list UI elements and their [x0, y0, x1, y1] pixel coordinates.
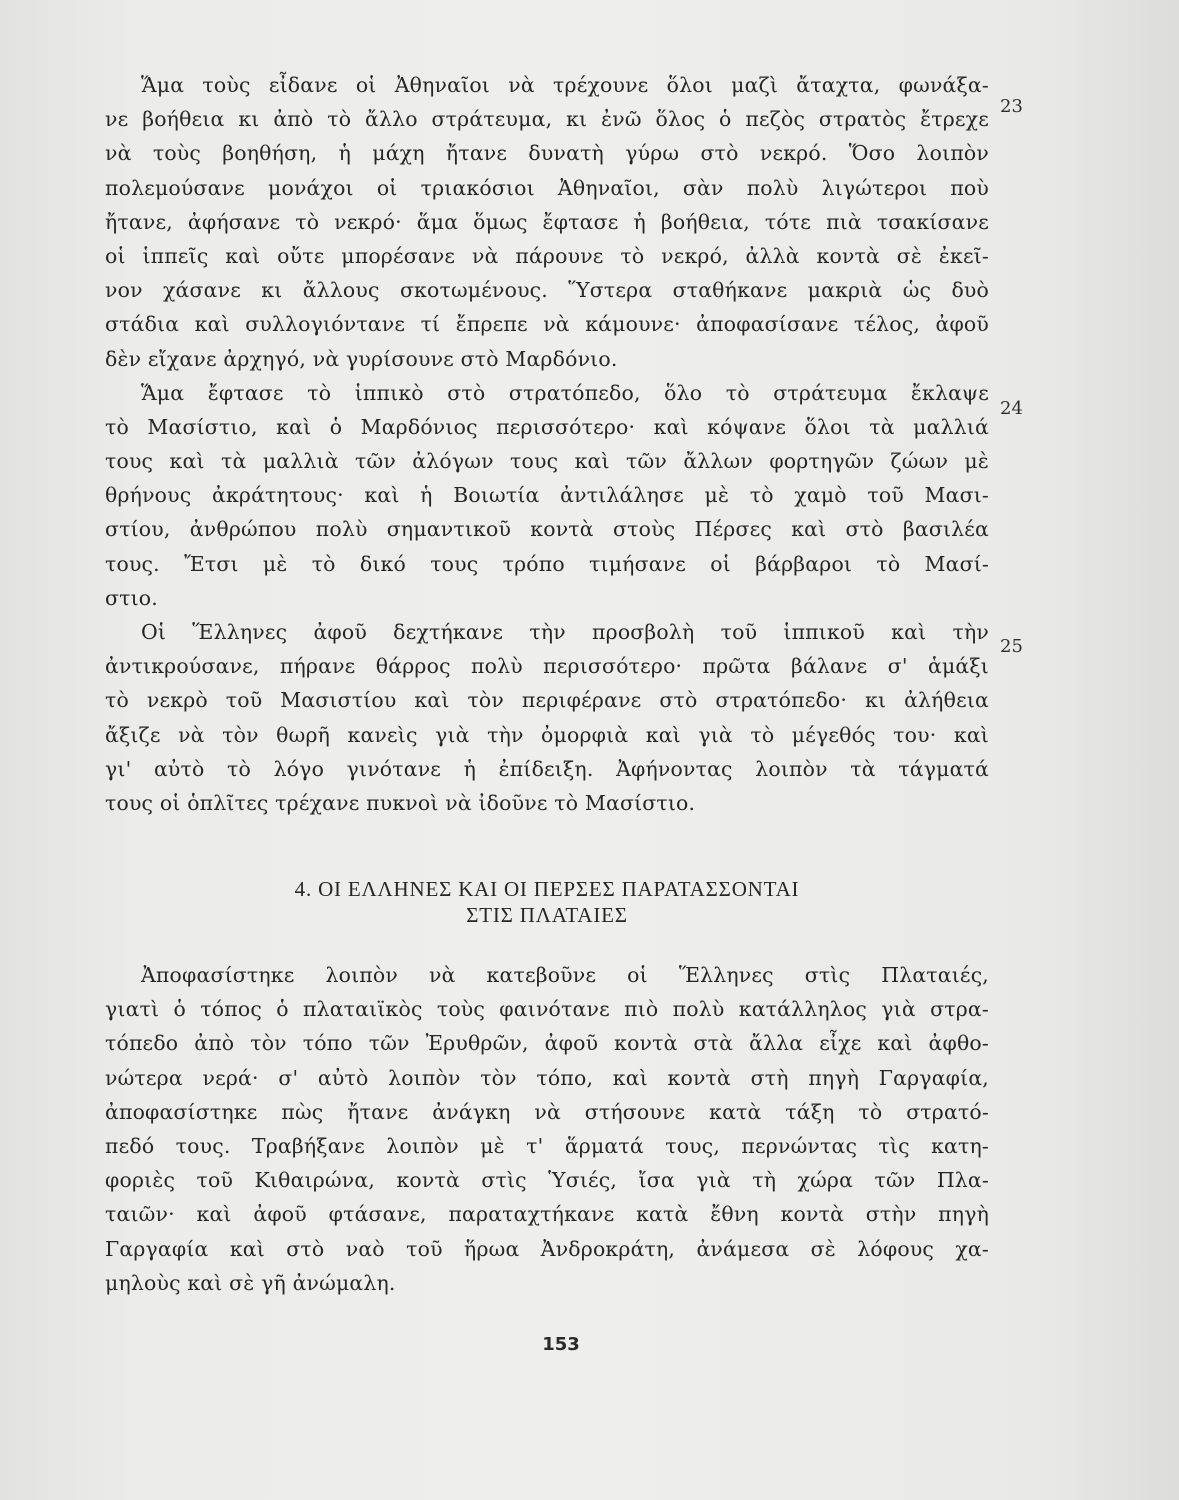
text-line: θρήνους ἀκράτητους· καὶ ἡ Βοιωτία ἀντιλάλησε μὲ τὸ χαμὸ τοῦ Μασι-	[105, 483, 989, 508]
text-line: νώτερα νερά· σ' αὐτὸ λοιπὸν τὸν τόπο, καὶ κοντὰ στὴ πηγὴ Γαργαφία,	[105, 1065, 989, 1090]
text-line: δὲν εἴχανε ἀρχηγό, νὰ γυρίσουνε στὸ Μαρδόνιο.	[105, 346, 618, 371]
heading-line: ΣΤΙΣ ΠΛΑΤΑΙΕΣ	[466, 903, 628, 927]
section-heading	[105, 876, 989, 928]
text-line: ἀντικρούσανε, πήρανε θάρρος πολὺ περισσότερο· πρῶτα βάλανε σ' ἁμάξι	[105, 654, 989, 679]
text-line: ἀποφασίστηκε πὼς ἤτανε ἀνάγκη νὰ στήσουνε κατὰ τάξη τὸ στρατό-	[105, 1099, 989, 1124]
text-line: γι' αὐτὸ τὸ λόγο γινότανε ἡ ἐπίδειξη. Ἀφήνοντας λοιπὸν τὰ τάγματά	[105, 756, 989, 781]
text-line: πολεμούσανε μονάχοι οἱ τριακόσιοι Ἀθηναῖοι, σὰν πολὺ λιγώτεροι ποὺ	[105, 175, 989, 200]
text-line: τὸ νεκρὸ τοῦ Μασιστίου καὶ τὸν περιφέρανε στὸ στρατόπεδο· κι ἀλήθεια	[105, 688, 989, 713]
page-number: 153	[542, 1334, 580, 1355]
heading-line: 4. ΟΙ ΕΛΛΗΝΕΣ ΚΑΙ ΟΙ ΠΕΡΣΕΣ ΠΑΡΑΤΑΣΣΟΝΤΑΙ	[294, 877, 800, 901]
text-line: τους καὶ τὰ μαλλιὰ τῶν ἀλόγων τους καὶ τῶν ἄλλων φορτηγῶν ζώων μὲ	[105, 449, 989, 474]
text-line: Οἱ Ἕλληνες ἀφοῦ δεχτήκανε τὴν προσβολὴ τοῦ ἱππικοῦ καὶ τὴν	[141, 620, 989, 644]
margin-number: 23	[1000, 96, 1023, 117]
text-line: Ἀποφασίστηκε λοιπὸν νὰ κατεβοῦνε οἱ Ἕλληνες στὶς Πλαταιές,	[141, 963, 989, 987]
text-line: νον χάσανε κι ἄλλους σκοτωμένους. Ὕστερα σταθήκανε μακριὰ ὡς δυὸ	[105, 278, 989, 303]
margin-number: 25	[1000, 636, 1023, 657]
text-line: στιο.	[105, 585, 158, 610]
text-line: Ἅμα ἔφτασε τὸ ἱππικὸ στὸ στρατόπεδο, ὅλο τὸ στράτευμα ἔκλαψε	[141, 380, 989, 405]
text-line: Γαργαφία καὶ στὸ ναὸ τοῦ ἥρωα Ἀνδροκράτη, ἀνάμεσα σὲ λόφους χα-	[105, 1236, 989, 1261]
body-text	[105, 68, 989, 820]
text-line: τους. Ἔτσι μὲ τὸ δικό τους τρόπο τιμήσανε οἱ βάρβαροι τὸ Μασί-	[105, 551, 989, 576]
text-line: στίου, ἀνθρώπου πολὺ σημαντικοῦ κοντὰ στοὺς Πέρσες καὶ στὸ βασιλέα	[105, 517, 989, 542]
text-line: οἱ ἱππεῖς καὶ οὔτε μπορέσανε νὰ πάρουνε τὸ νεκρό, ἀλλὰ κοντὰ σὲ ἐκεῖ-	[105, 243, 989, 268]
text-line: τόπεδο ἀπὸ τὸν τόπο τῶν Ἐρυθρῶν, ἀφοῦ κοντὰ στὰ ἄλλα εἶχε καὶ ἀφθο-	[105, 1031, 989, 1056]
text-line: ἤτανε, ἀφήσανε τὸ νεκρό· ἅμα ὅμως ἔφτασε ἡ βοήθεια, τότε πιὰ τσακίσανε	[105, 209, 989, 234]
body-text-section	[105, 958, 989, 1300]
text-line: μηλοὺς καὶ σὲ γῆ ἀνώμαλη.	[105, 1270, 396, 1295]
text-line: νὰ τοὺς βοηθήση, ἡ μάχη ἤτανε δυνατὴ γύρω στὸ νεκρό. Ὅσο λοιπὸν	[105, 141, 989, 166]
text-line: στάδια καὶ συλλογιόντανε τί ἔπρεπε νὰ κάμουνε· ἀποφασίσανε τέλος, ἀφοῦ	[105, 312, 989, 337]
text-line: νε βοήθεια κι ἀπὸ τὸ ἄλλο στράτευμα, κι ἐνῶ ὅλος ὁ πεζὸς στρατὸς ἔτρεχε	[105, 107, 989, 132]
text-line: πεδό τους. Τραβήξανε λοιπὸν μὲ τ' ἅρματά τους, περνώντας τὶς κατη-	[105, 1133, 989, 1158]
text-line: φοριὲς τοῦ Κιθαιρώνα, κοντὰ στὶς Ὑσιές, ἴσα γιὰ τὴ χώρα τῶν Πλα-	[105, 1168, 989, 1193]
text-line: τὸ Μασίστιο, καὶ ὁ Μαρδόνιος περισσότερο· καὶ κόψανε ὅλοι τὰ μαλλιά	[105, 414, 989, 439]
margin-number: 24	[1000, 398, 1023, 419]
text-line: Ἅμα τοὺς εἶδανε οἱ Ἀθηναῖοι νὰ τρέχουνε ὅλοι μαζὶ ἄταχτα, φωνάξα-	[141, 73, 989, 97]
text-line: ταιῶν· καὶ ἀφοῦ φτάσανε, παραταχτήκανε κατὰ ἔθνη κοντὰ στὴν πηγὴ	[105, 1202, 989, 1227]
text-line: γιατὶ ὁ τόπος ὁ πλαταιϊκὸς τοὺς φαινότανε πιὸ πολὺ κατάλληλος γιὰ στρα-	[105, 997, 989, 1022]
text-line: ἄξιζε νὰ τὸν θωρῆ κανεὶς γιὰ τὴν ὀμορφιὰ καὶ γιὰ τὸ μέγεθός του· καὶ	[105, 722, 989, 747]
text-line: τους οἱ ὁπλῖτες τρέχανε πυκνοὶ νὰ ἰδοῦνε τὸ Μασίστιο.	[105, 790, 696, 815]
